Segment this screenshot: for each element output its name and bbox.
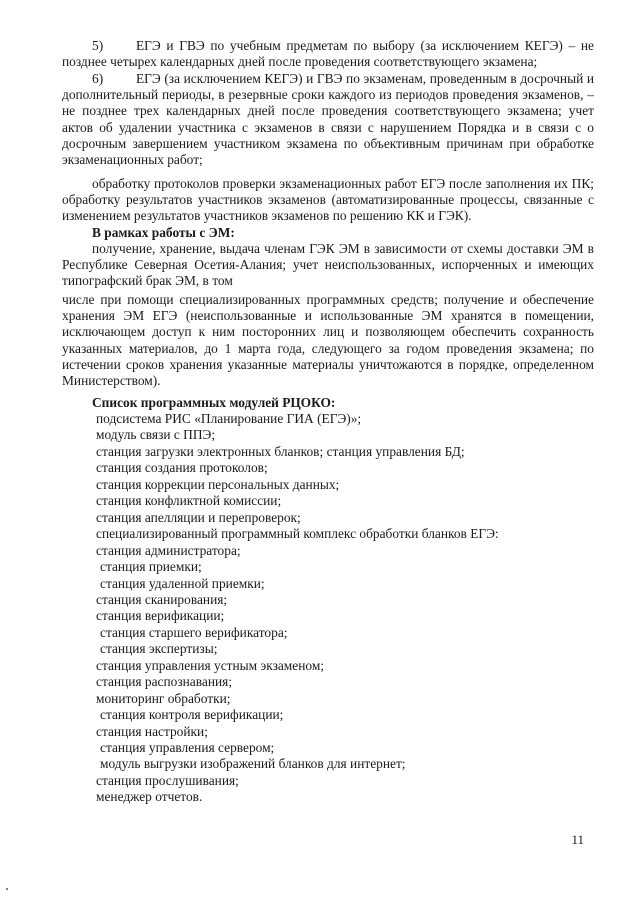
module-item: станция прослушивания; — [96, 772, 239, 788]
modules-heading: Список программных модулей РЦОКО: — [92, 395, 336, 410]
module-item: станция управления сервером; — [100, 740, 275, 755]
module-item: модуль выгрузки изображений бланков для интернет; — [100, 756, 406, 772]
module-item: станция приемки; — [100, 559, 202, 575]
protocols-paragraph: обработку протоколов проверки экзаменационных работ ЕГЭ после заполнения их ПК; обработку результатов участников экзаменов (автоматизированные процессы, связанные с изменением результатов участников экзаменов по решению КК и ГЭК). — [62, 176, 594, 224]
module-item: станция экспертизы; — [100, 641, 218, 657]
page-number: 11 — [571, 832, 584, 847]
item-5 — [62, 38, 594, 70]
module-item: станция настройки; — [96, 723, 208, 739]
module-item: менеджер отчетов. — [96, 789, 203, 805]
item-6 — [62, 71, 594, 168]
module-item: станция сканирования; — [96, 591, 228, 607]
module-item: станция старшего верификатора; — [100, 624, 288, 640]
module-item: станция верификации; — [96, 608, 225, 624]
module-item: мониторинг обработки; — [96, 690, 231, 706]
module-item: станция конфликтной комиссии; — [96, 493, 282, 509]
module-item: станция создания протоколов; — [96, 460, 268, 476]
module-item: станция коррекции персональных данных; — [96, 476, 340, 492]
module-item: станция удаленной приемки; — [100, 575, 265, 591]
item-5-number: 5) — [92, 38, 104, 53]
item-5-text: ЕГЭ и ГВЭ по учебным предметам по выбору (за исключением КЕГЭ) – не позднее четырех календарных дней после проведения соответствующего экзамена; — [62, 38, 594, 70]
em-paragraph-part2: числе при помощи специализированных программных средств; получение и обеспечение хранения ЭМ ЕГЭ (неиспользованные и использованные ЭМ хранятся в помещении, исключающем доступ к ним посторонних лиц и позволяющем обеспечить сохранность указанных материалов, до 1 марта года, следующего за годом проведения экзамена; по истечении сроков хранения указанные материалы уничтожаются в порядке, определенном Министерством). — [62, 292, 594, 389]
module-item: станция загрузки электронных бланков; станция управления БД; — [96, 443, 465, 459]
em-heading: В рамках работы с ЭМ: — [92, 225, 235, 240]
module-item: станция апелляции и перепроверок; — [96, 509, 301, 525]
module-item: подсистема РИС «Планирование ГИА (ЕГЭ)»; — [96, 411, 362, 426]
module-item: станция контроля верификации; — [100, 707, 284, 723]
item-6-number: 6) — [92, 71, 104, 86]
scan-speck — [6, 888, 8, 890]
item-6-text: ЕГЭ (за исключением КЕГЭ) и ГВЭ по экзаменам, проведенным в досрочный и дополнительный периоды, в резервные сроки каждого из периодов проведения экзаменов, – не позднее трех календарных дней после проведения соответствующего экзамена; учет актов об удалении участника с экзаменов в связи с нарушением Порядка и в связи с о досрочным завершением участником экзамена по объективным причинам при обработке экзаменационных работ; — [62, 71, 594, 168]
module-item: модуль связи с ППЭ; — [96, 427, 216, 443]
em-paragraph-part1: получение, хранение, выдача членам ГЭК ЭМ в зависимости от схемы доставки ЭМ в Республике Северная Осетия-Алания; учет неиспользованных, испорченных и имеющих типографский брак ЭМ, в том — [62, 241, 594, 289]
module-item: специализированный программный комплекс обработки бланков ЕГЭ: — [96, 526, 499, 542]
module-item: станция управления устным экзаменом; — [96, 657, 325, 673]
module-item: станция администратора; — [96, 542, 241, 558]
module-item: станция распознавания; — [96, 674, 233, 690]
